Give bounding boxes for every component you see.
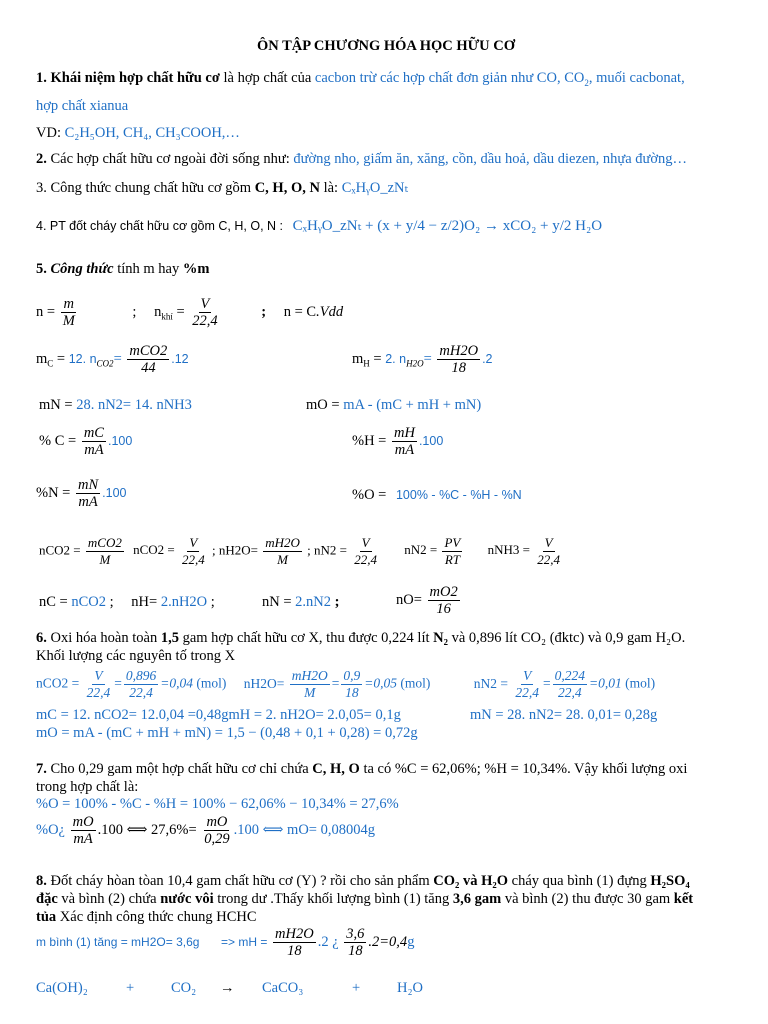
text: = — [113, 350, 126, 367]
denominator: 22,4 — [86, 685, 111, 700]
fraction — [76, 477, 100, 510]
text: % C = — [39, 432, 80, 449]
formula-label: n = C — [283, 303, 317, 320]
denominator: 16 — [436, 601, 451, 617]
fraction — [127, 343, 169, 376]
bold-text: C, H, O — [312, 761, 360, 777]
text: là: — [319, 180, 342, 196]
bold-text: H₂SO₄ — [650, 873, 690, 889]
fraction — [273, 926, 316, 959]
text: m — [352, 350, 364, 367]
general-formula: CₓHᵧO_zNₜ — [341, 180, 409, 196]
combustion-equation: CₓHᵧO_zNₜ + (x + y/4 − z/2)O₂ → xCO₂ + y/2 H₂O — [292, 218, 603, 234]
section-number: 1. — [36, 70, 47, 86]
section-6-answer-mass-n: mN = 28. nN2= 28. 0,01= 0,28g — [470, 707, 658, 723]
text: Đốt cháy hòan tòan 10,4 gam chất hữu cơ (Y) ? rồi cho sản phẩm — [46, 873, 434, 889]
fraction — [290, 668, 330, 701]
highlight-text: mA - (mC + mH + mN) — [343, 397, 482, 413]
numerator: mCO2 — [129, 343, 168, 359]
denominator: M — [304, 685, 316, 700]
result: mO= 0,08004g — [287, 821, 375, 838]
denominator: 22,4 — [354, 552, 377, 567]
section-7-answer-line1: %O = 100% - %C - %H = 100% − 62,06% − 10,34% = 27,6% — [36, 796, 399, 812]
denominator: 22,4 — [515, 685, 539, 700]
highlight-text: , muối cacbonat, — [588, 70, 685, 86]
text: nH2O= — [218, 542, 258, 558]
highlight-text: 2. n — [385, 351, 407, 366]
text: Cho 0,29 gam một hợp chất hữu cơ chỉ chứa — [46, 761, 313, 777]
text: => mH = — [221, 934, 268, 949]
denominator: 22,4 — [537, 552, 560, 567]
bold-text: 3,6 gam — [452, 891, 502, 907]
denominator: M — [99, 552, 111, 567]
result: .2=0,4 — [368, 933, 408, 950]
text: nC = — [39, 594, 72, 610]
percent-c-formula — [39, 425, 132, 458]
denominator: mA — [78, 494, 98, 510]
denominator: M — [62, 313, 75, 329]
result: =0,01 — [589, 675, 622, 691]
denominator: 22,4 — [181, 552, 205, 567]
highlight-text: 12. n — [68, 351, 97, 366]
numerator: V — [189, 535, 198, 550]
numerator: mH2O — [265, 535, 300, 550]
text: %N = — [36, 484, 74, 501]
fraction — [124, 668, 158, 701]
section-heading: Công thức — [50, 261, 114, 277]
numerator: V — [200, 296, 210, 312]
subscript: C — [47, 358, 54, 369]
subscript: CO2 — [96, 358, 114, 369]
section-6-question-line2: Khối lượng các nguyên tố trong X — [36, 648, 236, 664]
fraction — [442, 535, 462, 568]
text: Oxi hóa hoàn toàn — [46, 630, 161, 646]
bold-text: đặc — [36, 891, 58, 907]
subscript: H — [363, 358, 370, 369]
text: 4. PT đốt cháy chất hữu cơ gồm C, H, O, N : — [36, 219, 283, 233]
text: nCO2 = — [39, 542, 84, 558]
denominator: 44 — [141, 360, 156, 376]
reactant: Ca(OH)₂ — [36, 980, 88, 996]
text: nN2 = — [473, 675, 512, 691]
section-6-question-line1 — [36, 630, 685, 647]
section-1-example — [36, 125, 240, 142]
fraction — [428, 584, 460, 617]
text: gam hợp chất hữu cơ X, thu được 0,224 lít — [178, 630, 434, 646]
numerator: V — [94, 668, 103, 683]
text: %O = — [352, 487, 390, 503]
highlight-text: cacbon trừ các hợp chất đơn giản như CO, CO — [314, 70, 585, 86]
section-7-question-line1 — [36, 761, 687, 778]
text: = — [369, 350, 386, 367]
section-2 — [36, 151, 687, 168]
text: %O¿ — [36, 821, 65, 838]
text: .100 — [418, 433, 444, 448]
fraction — [86, 535, 124, 568]
numerator: mCO2 — [87, 535, 122, 550]
text: Xác định công thức chung HCHC — [56, 909, 257, 925]
fraction — [82, 425, 106, 458]
denominator: M — [277, 552, 288, 567]
fraction — [437, 343, 480, 376]
text: 3. Công thức chung chất hữu cơ gồm — [36, 180, 255, 196]
text: nN2 = — [314, 542, 351, 558]
fraction — [535, 535, 562, 568]
section-7-question-line2: trong hợp chất là: — [36, 779, 139, 795]
text: nN = — [262, 594, 296, 610]
plus-sign: + — [126, 980, 135, 996]
oxygen-mole — [396, 584, 462, 617]
highlight-text: đường nho, giấm ăn, xăng, cồn, dầu hoả, dầu diezen, nhựa đường… — [293, 151, 688, 167]
section-8-answer-line1 — [36, 926, 414, 959]
section-number: 8. — [36, 873, 47, 889]
fraction — [202, 814, 231, 847]
numerator: V — [361, 535, 370, 550]
numerator: mN — [77, 477, 99, 493]
mole-relations-row: nCO2 = $\frac{\text{mCO2}}{M}$ nCO2 = $\frac{V}{22,4}$ ; nH2O= $\frac{mH2O}{M}$ ; nN2 = $\frac{V}{22,4}$ nN2 = $\frac{PV}{RT}$ nNH3 = $\frac{V}{22,4}$ — [39, 535, 560, 567]
denominator: 18 — [348, 943, 363, 959]
page-title: ÔN TẬP CHƯƠNG HÓA HỌC HỮU CƠ — [256, 38, 516, 54]
numerator: mO — [206, 814, 228, 830]
bold-text: kết — [673, 891, 694, 907]
formula-label: n — [154, 303, 162, 320]
subscript: H2O — [406, 358, 424, 369]
text: nCO2 = — [133, 542, 178, 558]
numerator: 0,9 — [343, 668, 361, 683]
numerator: mH2O — [439, 343, 479, 359]
text: trong dư .Thấy khối lượng bình (1) tăng — [213, 891, 453, 907]
fraction — [190, 296, 219, 329]
section-5-heading — [36, 261, 209, 278]
bold-text: tủa — [36, 909, 57, 925]
text: mO = — [306, 397, 344, 413]
plus-sign: + — [352, 980, 361, 996]
denominator: 18 — [287, 943, 302, 959]
numerator: mO — [72, 814, 94, 830]
nitrogen-mole: nN = 2.nN2 ; — [262, 594, 340, 610]
numerator: PV — [444, 535, 461, 550]
text: là hợp chất của — [219, 70, 315, 86]
text: nNH3 = — [487, 542, 534, 558]
section-6-answer-mass-o: mO = mA - (mC + mH + mN) = 1,5 − (0,48 + 0,1 + 0,28) = 0,72g — [36, 725, 418, 741]
text: .100 ⟺ 27,6%= — [97, 821, 197, 838]
text: và bình (2) thu được 30 gam — [501, 891, 674, 907]
fraction — [392, 425, 417, 458]
section-number: 7. — [36, 761, 47, 777]
result: =0,05 — [364, 675, 397, 691]
text: = — [423, 350, 436, 367]
mass-c-formula — [36, 343, 189, 376]
subscript: 2 — [584, 77, 589, 88]
denominator: 0,29 — [204, 831, 230, 847]
fraction — [71, 814, 96, 847]
section-3 — [36, 180, 408, 197]
text: tính m hay — [113, 261, 183, 277]
numerator: 3,6 — [346, 926, 365, 942]
percent-n-formula — [36, 477, 126, 510]
highlight-text: 28. nN2= 14. nNH3 — [76, 397, 192, 413]
denominator: 22,4 — [129, 685, 153, 700]
percent-h-formula — [352, 425, 443, 458]
numerator: V — [544, 535, 553, 550]
fraction — [344, 926, 366, 959]
text: .2 ¿ — [317, 933, 339, 950]
unit: (mol) — [397, 675, 431, 691]
numerator: mC — [83, 425, 104, 441]
text: .100 ⟺ — [233, 821, 288, 838]
fraction — [513, 668, 541, 701]
text: .12 — [171, 351, 189, 366]
text: Các hợp chất hữu cơ ngoài đời sống như: — [46, 151, 294, 167]
numerator: m — [63, 296, 74, 312]
section-6-answer-mass-ch: mC = 12. nCO2= 12.0,04 =0,48gmH = 2. nH2O= 2.0,05= 0,1g — [36, 707, 401, 723]
numerator: 0,224 — [554, 668, 585, 683]
section-number: 2. — [36, 151, 47, 167]
bold-text: %m — [182, 261, 210, 277]
highlight-text: 2.nN2 — [295, 594, 332, 610]
text: = — [172, 303, 189, 320]
section-1-line2: hợp chất xianua — [36, 98, 129, 114]
denominator: mA — [394, 442, 415, 458]
text: mN = — [39, 397, 77, 413]
text: .100 — [107, 433, 133, 448]
text: nN2 = — [404, 542, 441, 558]
numerator: mH2O — [291, 668, 328, 683]
text: m bình (1) tăng = mH2O= 3,6g — [36, 934, 200, 949]
text: và 0,896 lít CO₂ (đktc) và 0,9 gam H₂O. — [447, 630, 686, 646]
text: .Vdd — [316, 303, 344, 320]
highlight-text: 100% - %C - %H - %N — [395, 488, 522, 502]
unit: (mol) — [193, 675, 227, 691]
text: nCO2 = — [36, 675, 83, 691]
numerator: 0,896 — [125, 668, 157, 683]
text: nH= — [131, 594, 161, 610]
denominator: 18 — [451, 360, 466, 376]
text: cháy qua bình (1) đựng — [508, 873, 651, 889]
mass-n-formula — [39, 397, 192, 414]
section-8-question-line3 — [36, 909, 257, 926]
reactant: CO₂ — [171, 980, 197, 996]
numerator: mH2O — [275, 926, 314, 942]
section-number: 5. — [36, 261, 47, 277]
bold-text: nước vôi — [160, 891, 214, 907]
denominator: 22,4 — [192, 313, 218, 329]
bold-text: N₂ — [433, 630, 448, 646]
product: CaCO₃ — [262, 980, 304, 996]
denominator: mA — [84, 442, 104, 458]
fraction — [352, 535, 379, 568]
denominator: 18 — [345, 685, 359, 700]
denominator: RT — [444, 552, 461, 567]
example-label: VD: — [36, 125, 65, 141]
highlight-text: nCO2 — [71, 594, 107, 610]
fraction — [180, 535, 207, 568]
fraction — [61, 296, 77, 329]
section-8-question-line1 — [36, 873, 690, 890]
text: %H = — [352, 432, 390, 449]
bold-text: C, H, O, N — [254, 180, 320, 196]
result: =0,04 — [160, 675, 193, 691]
numerator: mH — [393, 425, 415, 441]
text: m — [36, 350, 48, 367]
denominator: 22,4 — [558, 685, 582, 700]
section-7-answer-line2 — [36, 814, 375, 847]
fraction — [263, 535, 302, 568]
section-8-question-line2 — [36, 891, 693, 908]
text: nO= — [396, 591, 426, 608]
highlight-text: 2.nH2O — [160, 594, 208, 610]
mass-o-formula — [306, 397, 481, 414]
section-6-answer-moles: nCO2 = $\frac{V}{22,4}$ = $\frac{0,896}{22,4}$ =0,04 (mol) nH2O= $\frac{mH2O}{M}$ = $\frac{0,9}{18}$ =0,05 (mol) nN2 = $\frac{V}{22,4}$ = $\frac{0,224}{22,4}$ =0,01 (mol) — [36, 668, 656, 700]
mass-h-formula — [352, 343, 493, 376]
fraction — [553, 668, 587, 701]
section-number: 6. — [36, 630, 47, 646]
element-mole-row: nC = nCO2 ; nH= 2.nH2O ; — [39, 594, 215, 610]
unit: (mol) — [621, 675, 656, 691]
numerator: V — [523, 668, 532, 683]
unit: g — [407, 933, 415, 950]
bold-text: CO₂ và H₂O — [433, 873, 509, 889]
numerator: mO2 — [429, 584, 458, 600]
subscript: khí — [161, 311, 173, 322]
text: và bình (2) chứa — [57, 891, 161, 907]
mole-formulas: n = $\frac{m}{M}$ ; $n_{khí}$ = $\frac{V}{22,4}$ ; n = C.Vdd — [36, 296, 344, 329]
denominator: mA — [73, 831, 93, 847]
product: H₂O — [397, 980, 423, 996]
arrow-icon: → — [220, 980, 235, 996]
bold-text: 1,5 — [160, 630, 179, 646]
text: ta có %C = 62,06%; %H = 10,34%. Vậy khối lượng oxi — [359, 761, 688, 777]
formula-label: n = — [36, 303, 56, 320]
section-1-line1 — [36, 70, 685, 88]
fraction — [341, 668, 362, 701]
example-values: C₂H₅OH, CH₄, CH₃COOH,… — [64, 125, 240, 141]
text: nH2O= — [243, 675, 285, 691]
text: .100 — [102, 485, 127, 500]
percent-o-formula — [352, 487, 522, 504]
section-heading: Khái niệm hợp chất hữu cơ — [50, 70, 220, 86]
text: = — [53, 350, 69, 367]
fraction — [85, 668, 113, 701]
text: .2 — [482, 351, 493, 366]
section-4 — [36, 216, 602, 235]
